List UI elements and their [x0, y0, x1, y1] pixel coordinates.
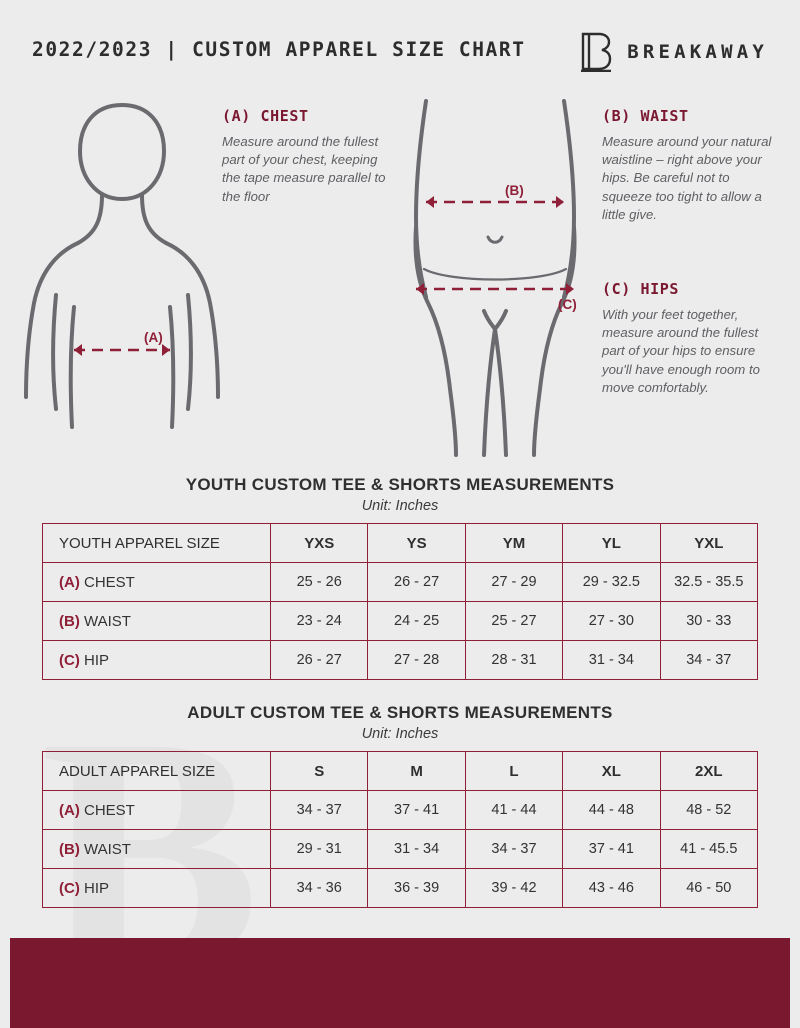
callout-chest — [222, 107, 398, 206]
youth-section — [42, 475, 758, 680]
waist-hips-figure-illustration — [390, 97, 600, 457]
row-label: CHEST — [84, 573, 135, 591]
youth-hip-2: 28 - 31 — [465, 641, 562, 680]
page-header — [32, 38, 768, 78]
adult-waist-1: 31 - 34 — [368, 830, 465, 869]
table-header-row — [43, 524, 758, 563]
row-tag: (B) — [59, 612, 80, 630]
youth-chest-3: 29 - 32.5 — [563, 563, 660, 602]
youth-hip-0: 26 - 27 — [271, 641, 368, 680]
youth-waist-1: 24 - 25 — [368, 602, 465, 641]
youth-hip-4: 34 - 37 — [660, 641, 757, 680]
adult-chest-2: 41 - 44 — [465, 791, 562, 830]
youth-hip-1: 27 - 28 — [368, 641, 465, 680]
adult-chest-1: 37 - 41 — [368, 791, 465, 830]
row-tag: (B) — [59, 840, 80, 858]
adult-hip-0: 34 - 36 — [271, 869, 368, 908]
chest-figure-label: (A) — [144, 330, 163, 345]
adult-size-col-4: 2XL — [660, 752, 757, 791]
youth-chest-2: 27 - 29 — [465, 563, 562, 602]
waist-measure-line — [426, 196, 564, 208]
row-label: CHEST — [84, 801, 135, 819]
youth-size-col-4: YXL — [660, 524, 757, 563]
table-row — [43, 641, 758, 680]
adult-row-label-hip — [43, 869, 271, 908]
row-label: WAIST — [84, 612, 131, 630]
page-title: 2022/2023 | CUSTOM APPAREL SIZE CHART — [32, 38, 526, 61]
callout-waist-body: Measure around your natural waistline – right above your hips. Be careful not to squeeze too tight to allow a little give. — [602, 134, 772, 222]
waist-figure-label: (B) — [505, 183, 524, 198]
adult-size-col-2: L — [465, 752, 562, 791]
adult-hip-3: 43 - 46 — [563, 869, 660, 908]
row-tag: (C) — [59, 879, 80, 897]
adult-hip-1: 36 - 39 — [368, 869, 465, 908]
row-tag: (C) — [59, 651, 80, 669]
adult-size-col-0: S — [271, 752, 368, 791]
youth-size-col-2: YM — [465, 524, 562, 563]
adult-size-header: ADULT APPAREL SIZE — [43, 752, 271, 791]
hips-figure-label: (C) — [558, 297, 577, 312]
table-row — [43, 791, 758, 830]
youth-size-header: YOUTH APPAREL SIZE — [43, 524, 271, 563]
adult-section-unit: Unit: Inches — [361, 726, 439, 742]
youth-row-label-waist — [43, 602, 271, 641]
adult-size-col-3: XL — [563, 752, 660, 791]
adult-section — [42, 703, 758, 908]
row-label: WAIST — [84, 840, 131, 858]
row-tag: (A) — [59, 801, 80, 819]
adult-chest-0: 34 - 37 — [271, 791, 368, 830]
callout-hips-body: With your feet together, measure around the fullest part of your hips to ensure you'll have enough room to move comfortably. — [602, 307, 760, 395]
youth-section-title: YOUTH CUSTOM TEE & SHORTS MEASUREMENTS — [185, 475, 615, 494]
callout-waist — [602, 107, 772, 224]
adult-measurements-table — [42, 751, 758, 908]
callout-chest-title: (A) CHEST — [222, 107, 309, 125]
table-row — [43, 602, 758, 641]
adult-waist-4: 41 - 45.5 — [660, 830, 757, 869]
callout-waist-title: (B) WAIST — [602, 107, 689, 125]
youth-waist-4: 30 - 33 — [660, 602, 757, 641]
row-label: HIP — [84, 651, 110, 669]
youth-waist-0: 23 - 24 — [271, 602, 368, 641]
callout-hips — [602, 280, 774, 397]
callout-hips-title: (C) HIPS — [602, 280, 680, 298]
brand-name: BREAKAWAY — [627, 41, 768, 63]
youth-size-col-0: YXS — [271, 524, 368, 563]
table-row — [43, 830, 758, 869]
adult-hip-4: 46 - 50 — [660, 869, 757, 908]
youth-measurements-table — [42, 523, 758, 680]
adult-row-label-chest — [43, 791, 271, 830]
row-label: HIP — [84, 879, 110, 897]
hips-measure-line — [416, 283, 574, 295]
adult-row-label-waist — [43, 830, 271, 869]
adult-chest-3: 44 - 48 — [563, 791, 660, 830]
adult-chest-4: 48 - 52 — [660, 791, 757, 830]
youth-row-label-chest — [43, 563, 271, 602]
measurement-illustrations — [0, 95, 800, 465]
table-header-row — [43, 752, 758, 791]
table-row — [43, 563, 758, 602]
youth-hip-3: 31 - 34 — [563, 641, 660, 680]
youth-chest-0: 25 - 26 — [271, 563, 368, 602]
adult-section-title: ADULT CUSTOM TEE & SHORTS MEASUREMENTS — [187, 703, 613, 722]
youth-section-unit: Unit: Inches — [361, 498, 439, 514]
youth-waist-3: 27 - 30 — [563, 602, 660, 641]
youth-chest-1: 26 - 27 — [368, 563, 465, 602]
adult-hip-2: 39 - 42 — [465, 869, 562, 908]
callout-chest-body: Measure around the fullest part of your chest, keeping the tape measure parallel to the floor — [222, 134, 386, 204]
table-row — [43, 869, 758, 908]
youth-chest-4: 32.5 - 35.5 — [660, 563, 757, 602]
brand-lockup — [579, 32, 768, 72]
youth-row-label-hip — [43, 641, 271, 680]
youth-size-col-3: YL — [563, 524, 660, 563]
chest-measure-line — [74, 344, 170, 356]
adult-waist-0: 29 - 31 — [271, 830, 368, 869]
adult-size-col-1: M — [368, 752, 465, 791]
footer-color-bar — [10, 938, 790, 1028]
chest-figure-illustration — [22, 97, 222, 457]
row-tag: (A) — [59, 573, 80, 591]
adult-waist-2: 34 - 37 — [465, 830, 562, 869]
youth-size-col-1: YS — [368, 524, 465, 563]
adult-waist-3: 37 - 41 — [563, 830, 660, 869]
youth-waist-2: 25 - 27 — [465, 602, 562, 641]
breakaway-b-logo-icon — [579, 32, 613, 72]
